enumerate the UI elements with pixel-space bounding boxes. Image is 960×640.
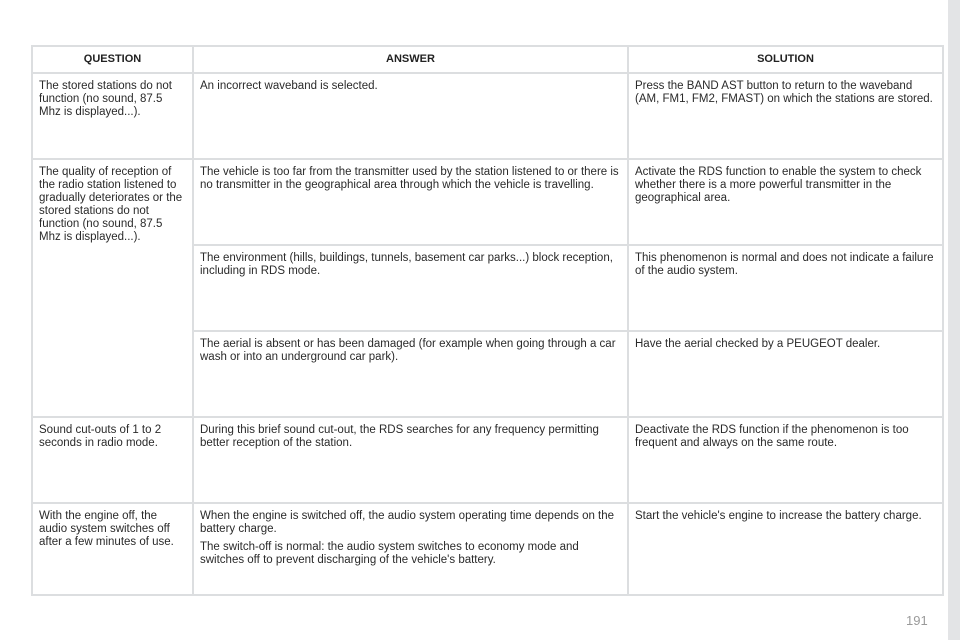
solution-cell	[628, 245, 943, 331]
header-question: QUESTION	[32, 46, 193, 73]
question-text: The stored stations do not function (no sound, 87.5 Mhz is displayed...).	[39, 80, 172, 118]
answer-cell	[193, 331, 628, 417]
solution-cell	[628, 73, 943, 159]
table-row	[32, 417, 943, 503]
answer-text: When the engine is switched off, the audio system operating time depends on the battery charge.	[200, 510, 615, 535]
question-cell	[32, 503, 193, 595]
table-header-row	[32, 46, 943, 73]
page-number: 191	[906, 613, 928, 628]
solution-text: This phenomenon is normal and does not indicate a failure of the audio system.	[635, 252, 934, 277]
solution-cell	[628, 503, 943, 595]
solution-cell	[628, 159, 943, 245]
answer-cell	[193, 73, 628, 159]
question-cell	[32, 73, 193, 159]
question-cell	[32, 417, 193, 503]
question-cell	[32, 159, 193, 417]
answer-cell	[193, 503, 628, 595]
answer-cell	[193, 417, 628, 503]
faq-table	[31, 45, 944, 596]
solution-text: Activate the RDS function to enable the system to check whether there is a more powerful transmitter in the geographical area.	[635, 166, 922, 204]
solution-text: Deactivate the RDS function if the phenomenon is too frequent and always on the same route.	[635, 424, 909, 449]
table-row	[32, 503, 943, 595]
page-edge-strip	[948, 0, 960, 640]
answer-text: During this brief sound cut-out, the RDS searches for any frequency permitting better reception of the station.	[200, 424, 599, 449]
answer-cell	[193, 159, 628, 245]
question-text: With the engine off, the audio system switches off after a few minutes of use.	[39, 510, 174, 548]
solution-cell	[628, 331, 943, 417]
header-answer: ANSWER	[193, 46, 628, 73]
answer-cell	[193, 245, 628, 331]
solution-text: Press the BAND AST button to return to the waveband (AM, FM1, FM2, FMAST) on which the stations are stored.	[635, 80, 933, 105]
answer-text: The switch-off is normal: the audio system switches to economy mode and switches off to prevent discharging of the vehicle's battery.	[200, 541, 579, 566]
solution-text: Start the vehicle's engine to increase the battery charge.	[635, 510, 922, 522]
question-text: Sound cut-outs of 1 to 2 seconds in radio mode.	[39, 424, 162, 449]
answer-text: The environment (hills, buildings, tunnels, basement car parks...) block reception, including in RDS mode.	[200, 252, 613, 277]
answer-text: An incorrect waveband is selected.	[200, 80, 378, 92]
answer-text: The vehicle is too far from the transmitter used by the station listened to or there is no transmitter in the geographical area through which the vehicle is travelling.	[200, 166, 619, 191]
table-row	[32, 159, 943, 245]
question-text: The quality of reception of the radio station listened to gradually deteriorates or the stored stations do not function (no sound, 87.5 Mhz is displayed...).	[39, 166, 183, 243]
answer-text: The aerial is absent or has been damaged (for example when going through a car wash or into an underground car park).	[200, 338, 616, 363]
table-row	[32, 73, 943, 159]
header-solution: SOLUTION	[628, 46, 943, 73]
solution-cell	[628, 417, 943, 503]
solution-text: Have the aerial checked by a PEUGEOT dealer.	[635, 338, 881, 350]
